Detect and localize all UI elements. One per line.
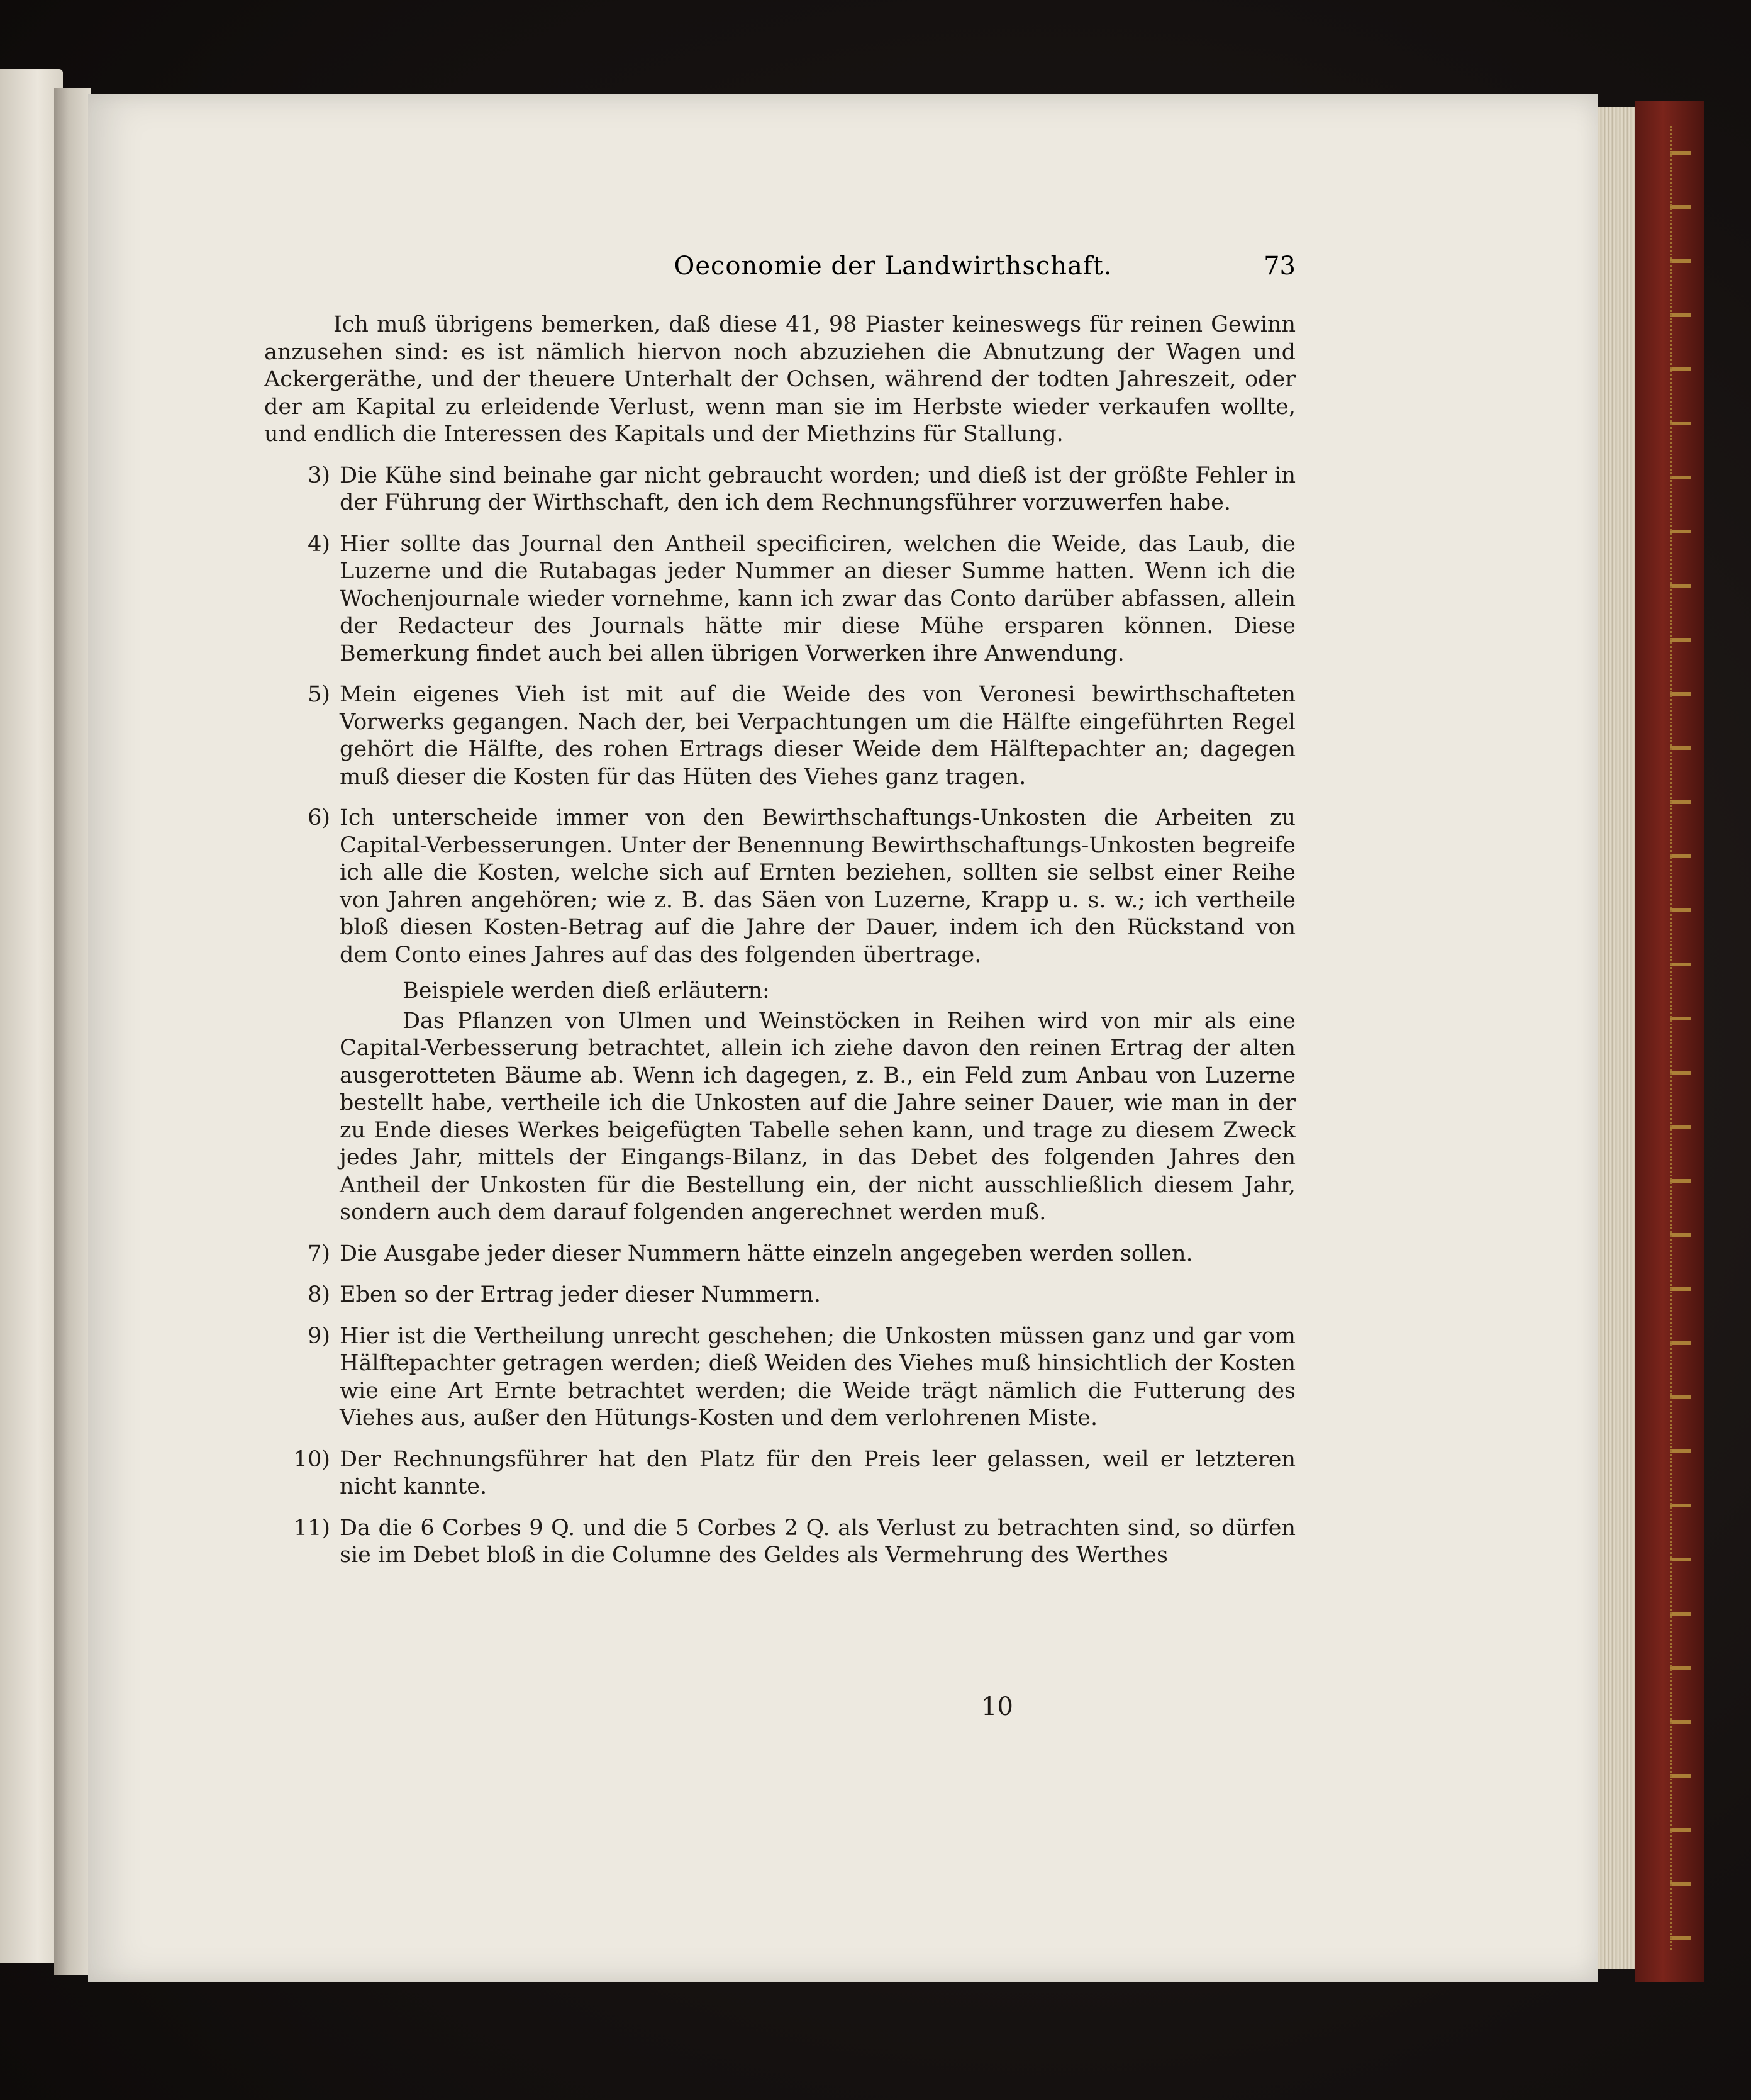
note-10 [264,1446,1296,1501]
note-number: 11) [293,1515,330,1541]
note-6 [264,805,1296,969]
note-4 [264,531,1296,668]
note-text: Hier sollte das Journal den Antheil specificiren, welchen die Weide, das Laub, die Luzerne und die Rutabagas jeder Nummer an dieser Summe hatten. Wenn ich die Wochenjournale wieder vornehme, kann ich zwar das Conto darüber abfassen, allein der Redacteur des Journals hätte mir diese Mühe ersparen können. Diese Bemerkung findet auch bei allen übrigen Vorwerken ihre Anwendung. [340,531,1296,666]
note-text: Mein eigenes Vieh ist mit auf die Weide des von Veronesi bewirthschafteten Vorwerks gegangen. Nach der, bei Verpachtungen um die Hälfte eingeführten Regel gehört die Hälfte, des rohen Ertrags dieser Weide dem Hälftepachter an; dagegen muß dieser die Kosten für das Hüten des Viehes ganz tragen. [340,682,1296,790]
note-number: 3) [308,462,330,488]
note-number: 4) [308,531,330,557]
note-9 [264,1323,1296,1433]
facing-page-edge [0,69,63,1963]
note-number: 10) [293,1446,330,1472]
running-title: Oeconomie der Landwirthschaft. [674,252,1113,281]
examples-lead: Beispiele werden dieß erläutern: [403,978,770,1003]
page-number: 73 [1264,252,1296,281]
note-text: Hier ist die Vertheilung unrecht geschehen; die Unkosten müssen ganz und gar vom Hälftepachter getragen werden; dieß Weiden des Viehes muß hinsichtlich der Kosten wie eine Art Ernte betrachtet werden; die Weide trägt nämlich die Futterung des Viehes aus, außer den Hütungs-Kosten und dem verlohrenen Miste. [340,1323,1296,1431]
note-7 [264,1241,1296,1268]
note-text: Die Kühe sind beinahe gar nicht gebraucht worden; und dieß ist der größte Fehler in der Führung der Wirthschaft, den ich dem Rechnungsführer vorzuwerfen habe. [340,462,1296,515]
page-body [264,311,1296,1583]
note-text: Der Rechnungsführer hat den Platz für den Preis leer gelassen, weil er letzteren nicht kannte. [340,1446,1296,1499]
note-text: Ich unterscheide immer von den Bewirthschaftungs-Unkosten die Arbeiten zu Capital-Verbesserungen. Unter der Benennung Bewirthschaftungs-Unkosten begreife ich alle die Kosten, welche sich auf Ernten beziehen, sollten sie selbst einer Reihe von Jahren angehören; wie z. B. das Säen von Luzerne, Krapp u. s. w.; ich vertheile bloß diesen Kosten-Betrag auf die Jahre der Dauer, indem ich den Rückstand von dem Conto eines Jahres auf das des folgenden übertrage. [340,805,1296,968]
examples-text: Das Pflanzen von Ulmen und Weinstöcken in Reihen wird von mir als eine Capital-Verbesserung betrachtet, allein ich ziehe davon den reinen Ertrag der alten ausgerotteten Bäume ab. Wenn ich dagegen, z. B., ein Feld zum Anbau von Luzerne bestellt habe, vertheile ich die Unkosten auf die Jahre seiner Dauer, wie man in der zu Ende dieses Werkes beigefügten Tabelle sehen kann, und trage zu diesem Zweck jedes Jahr, mittels der Eingangs-Bilanz, in das Debet des folgenden Jahres den Antheil der Unkosten für die Bestellung ein, der nicht ausschließlich diesem Jahr, sondern auch dem darauf folgenden angerechnet werden muß. [340,1008,1296,1225]
note-number: 8) [308,1282,330,1307]
intro-paragraph: Ich muß übrigens bemerken, daß diese 41, 98 Piaster keineswegs für reinen Gewinn anzusehen sind: es ist nämlich hiervon noch abzuziehen die Abnutzung der Wagen und Ackergeräthe, und der theuere Unterhalt der Ochsen, während der todten Jahreszeit, oder der am Kapital zu erleidende Verlust, wenn man sie im Herbste wieder verkaufen wollte, und endlich die Interessen des Kapitals und der Miethzins für Stallung. [264,312,1296,447]
signature-mark: 10 [981,1692,1013,1721]
note-number: 6) [308,805,330,830]
note-number: 5) [308,682,330,707]
book-gutter [54,88,91,1975]
note-number: 9) [308,1323,330,1349]
note-text: Eben so der Ertrag jeder dieser Nummern. [340,1282,821,1307]
page-header [264,252,1296,289]
gilt-ornament [1670,126,1691,1950]
note-8 [264,1282,1296,1309]
note-3 [264,462,1296,517]
note-11 [264,1515,1296,1570]
note-5 [264,681,1296,791]
note-number: 7) [308,1241,330,1266]
note-text: Da die 6 Corbes 9 Q. und die 5 Corbes 2 Q. als Verlust zu betrachten sind, so dürfen sie im Debet bloß in die Columne des Geldes als Vermehrung des Werthes [340,1515,1296,1568]
note-text: Die Ausgabe jeder dieser Nummern hätte einzeln angegeben werden sollen. [340,1241,1193,1266]
